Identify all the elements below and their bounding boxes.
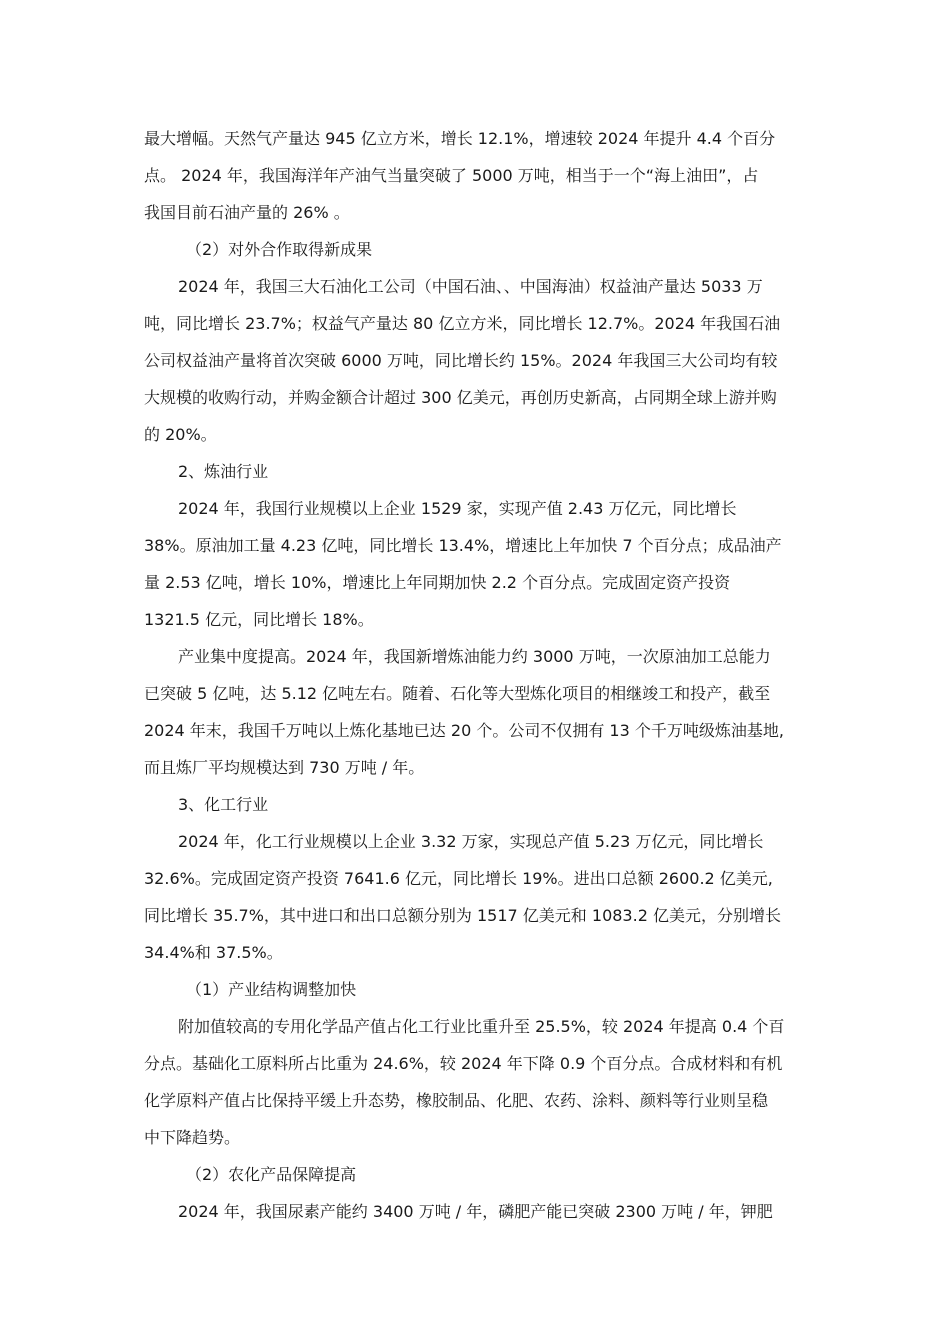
paragraph-line: 我国目前石油产量的 26% 。 — [144, 203, 350, 222]
paragraph-line: 38%。原油加工量 4.23 亿吨，同比增长 13.4%，增速比上年加快 7 个百分点；成品油产 — [144, 536, 782, 555]
paragraph — [144, 1193, 812, 1230]
paragraph-line: 2024 年，我国三大石油化工公司（中国石油、、中国海油）权益油产量达 5033 万 — [178, 277, 763, 296]
paragraph-line: 同比增长 35.7%，其中进口和出口总额分别为 1517 亿美元和 1083.2 亿美元，分别增长 — [144, 906, 781, 925]
paragraph-line: 2024 年，我国行业规模以上企业 1529 家，实现产值 2.43 万亿元，同比增长 — [178, 499, 737, 518]
paragraph — [144, 1008, 812, 1156]
paragraph-line: 量 2.53 亿吨，增长 10%，增速比上年同期加快 2.2 个百分点。完成固定资产投资 — [144, 573, 731, 592]
paragraph — [144, 268, 812, 453]
paragraph-line: 已突破 5 亿吨，达 5.12 亿吨左右。随着、石化等大型炼化项目的相继竣工和投产，截至 — [144, 684, 771, 703]
subsection-heading: （1）产业结构调整加快 — [186, 980, 357, 999]
paragraph-line: 的 20%。 — [144, 425, 217, 444]
paragraph-line: 34.4%和 37.5%。 — [144, 943, 283, 962]
paragraph-line: 1321.5 亿元，同比增长 18%。 — [144, 610, 374, 629]
paragraph-line: 公司权益油产量将首次突破 6000 万吨，同比增长约 15%。2024 年我国三大公司均有较 — [144, 351, 778, 370]
paragraph — [144, 638, 812, 786]
paragraph-line: 大规模的收购行动，并购金额合计超过 300 亿美元，再创历史新高，占同期全球上游并购 — [144, 388, 777, 407]
paragraph-line: 化学原料产值占比保持平缓上升态势，橡胶制品、化肥、农药、涂料、颜料等行业则呈稳 — [144, 1091, 769, 1110]
subsection-heading: （2）对外合作取得新成果 — [186, 240, 373, 259]
paragraph-line: 而且炼厂平均规模达到 730 万吨 / 年。 — [144, 758, 425, 777]
paragraph-line: 分点。基础化工原料所占比重为 24.6%，较 2024 年下降 0.9 个百分点。合成材料和有机 — [144, 1054, 783, 1073]
paragraph-line: 中下降趋势。 — [144, 1128, 241, 1147]
paragraph-line: 点。 2024 年，我国海洋年产油气当量突破了 5000 万吨，相当于一个“海上油田”，占 — [144, 166, 759, 185]
paragraph-line: 产业集中度提高。2024 年，我国新增炼油能力约 3000 万吨，一次原油加工总能力 — [178, 647, 771, 666]
section-heading: 3、化工行业 — [178, 795, 269, 814]
paragraph — [144, 823, 812, 971]
paragraph-line: 2024 年，化工行业规模以上企业 3.32 万家，实现总产值 5.23 万亿元，同比增长 — [178, 832, 764, 851]
paragraph — [144, 490, 812, 638]
paragraph-line: 吨，同比增长 23.7%；权益气产量达 80 亿立方米，同比增长 12.7%。2024 年我国石油 — [144, 314, 781, 333]
paragraph-line: 32.6%。完成固定资产投资 7641.6 亿元，同比增长 19%。进出口总额 2600.2 亿美元, — [144, 869, 773, 888]
paragraph-line: 2024 年末，我国千万吨以上炼化基地已达 20 个。公司不仅拥有 13 个千万吨级炼油基地, — [144, 721, 784, 740]
document-page — [144, 120, 812, 1230]
paragraph-line: 2024 年，我国尿素产能约 3400 万吨 / 年，磷肥产能已突破 2300 万吨 / 年，钾肥 — [178, 1202, 773, 1221]
paragraph-line: 最大增幅。天然气产量达 945 亿立方米，增长 12.1%，增速较 2024 年提升 4.4 个百分 — [144, 129, 776, 148]
section-heading: 2、炼油行业 — [178, 462, 269, 481]
subsection-heading: （2）农化产品保障提高 — [186, 1165, 357, 1184]
paragraph — [144, 120, 812, 231]
paragraph-line: 附加值较高的专用化学品产值占化工行业比重升至 25.5%，较 2024 年提高 0.4 个百 — [178, 1017, 785, 1036]
